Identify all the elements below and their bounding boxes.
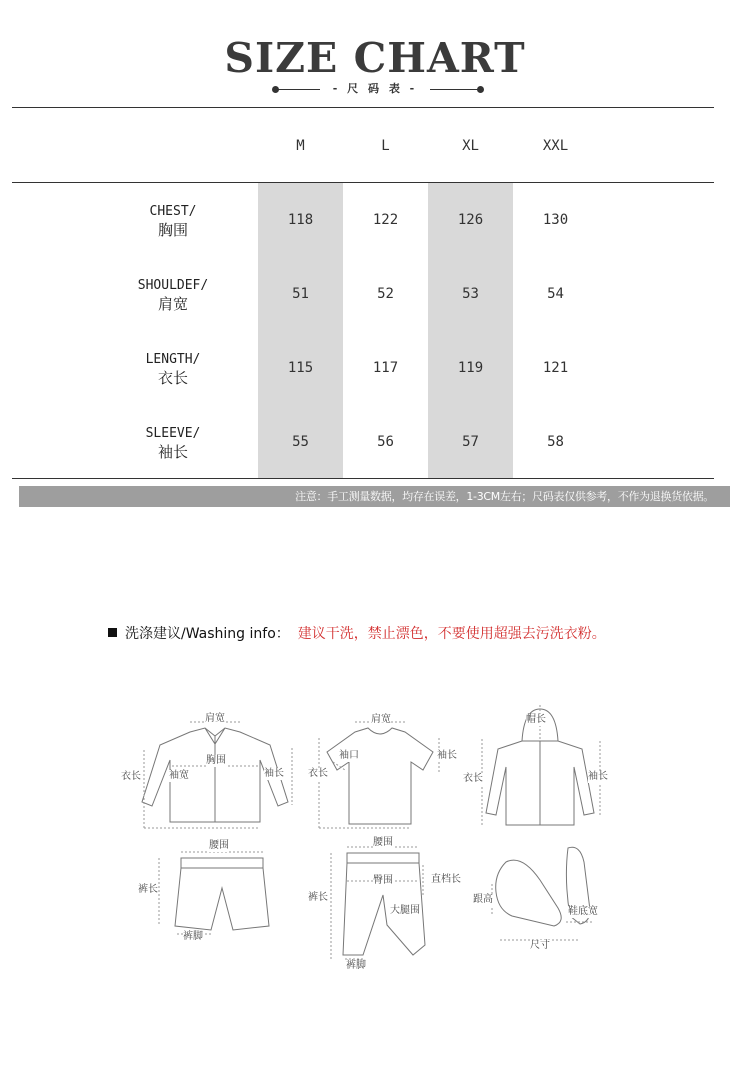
table-cell: 115 bbox=[287, 360, 314, 376]
shirt-shoulder-label: 肩宽 bbox=[205, 713, 225, 724]
column-header-xxl: XXL bbox=[542, 138, 569, 154]
table-cell: 119 bbox=[457, 360, 484, 376]
table-cell: 53 bbox=[462, 286, 479, 302]
shirt-chest-label: 胸围 bbox=[206, 755, 226, 766]
shoe-width-label: 鞋底宽 bbox=[568, 906, 598, 917]
pants-length-label: 裤长 bbox=[308, 892, 328, 903]
row-label-sleeve bbox=[103, 425, 243, 461]
row-label-en: SLEEVE/ bbox=[145, 426, 201, 441]
shirt-sleeve-width-label: 袖宽 bbox=[169, 770, 189, 781]
right-rule bbox=[430, 89, 478, 90]
tshirt-sleeve-label: 袖长 bbox=[437, 750, 457, 761]
shoe-size-label: 尺寸 bbox=[530, 940, 550, 951]
measurement-note: 注意：手工测量数据，均存在误差，1-3CM左右；尺码表仅供参考，不作为退换货依据。 bbox=[19, 486, 730, 507]
hoodie-diagram bbox=[462, 703, 622, 833]
washing-label: 洗涤建议/Washing info： bbox=[125, 626, 290, 642]
row-label-en: LENGTH/ bbox=[145, 352, 201, 367]
table-cell: 52 bbox=[377, 286, 394, 302]
pants-hip-label: 臀围 bbox=[373, 875, 393, 886]
tshirt-shoulder-label: 肩宽 bbox=[371, 714, 391, 725]
row-label-cn: 袖长 bbox=[157, 443, 188, 461]
row-label-chest bbox=[103, 203, 243, 239]
table-cell: 121 bbox=[542, 360, 569, 376]
shorts-diagram bbox=[135, 838, 290, 948]
row-label-cn: 衣长 bbox=[157, 369, 188, 387]
table-cell: 56 bbox=[377, 434, 394, 450]
pants-waist-label: 腰围 bbox=[373, 837, 393, 848]
table-bottom-rule bbox=[12, 478, 714, 479]
shoe-diagram bbox=[470, 840, 620, 955]
page-title: SIZE CHART bbox=[224, 34, 526, 82]
column-header-m: M bbox=[296, 138, 305, 154]
pants-rise-label: 直档长 bbox=[431, 874, 461, 885]
right-dot bbox=[477, 86, 484, 93]
pants-diagram bbox=[305, 835, 470, 975]
page-subtitle: - 尺 码 表 - bbox=[332, 82, 418, 95]
washing-text: 建议干洗，禁止漂色，不要使用超强去污洗衣粉。 bbox=[297, 626, 606, 642]
table-cell: 58 bbox=[547, 434, 564, 450]
column-header-xl: XL bbox=[462, 138, 479, 154]
table-cell: 54 bbox=[547, 286, 564, 302]
row-label-shoulder bbox=[103, 277, 243, 313]
table-header-rule bbox=[12, 182, 714, 183]
washing-info bbox=[108, 623, 606, 643]
table-cell: 118 bbox=[287, 212, 314, 228]
subtitle-row bbox=[0, 80, 750, 100]
row-label-cn: 肩宽 bbox=[157, 295, 188, 313]
table-cell: 55 bbox=[292, 434, 309, 450]
hoodie-length-label: 衣长 bbox=[463, 773, 483, 784]
pants-outline-icon bbox=[305, 835, 470, 975]
shorts-hem-label: 裤脚 bbox=[183, 931, 203, 942]
tshirt-length-label: 衣长 bbox=[308, 768, 328, 779]
row-label-en: SHOULDEF/ bbox=[137, 278, 209, 293]
row-label-en: CHEST/ bbox=[149, 204, 197, 219]
bullet-square-icon bbox=[108, 628, 117, 637]
shorts-waist-label: 腰围 bbox=[209, 840, 229, 851]
tshirt-diagram bbox=[305, 712, 465, 832]
tshirt-outline-icon bbox=[305, 712, 465, 832]
table-cell: 51 bbox=[292, 286, 309, 302]
pants-hem-label: 裤脚 bbox=[346, 960, 366, 971]
hoodie-hood-label: 帽长 bbox=[526, 714, 546, 725]
pants-thigh-label: 大腿围 bbox=[390, 905, 420, 916]
shirt-diagram bbox=[120, 710, 310, 835]
table-cell: 122 bbox=[372, 212, 399, 228]
table-cell: 126 bbox=[457, 212, 484, 228]
shirt-length-label: 衣长 bbox=[121, 771, 141, 782]
shoe-heel-label: 跟高 bbox=[473, 894, 493, 905]
table-top-rule bbox=[12, 107, 714, 108]
table-cell: 130 bbox=[542, 212, 569, 228]
table-cell: 57 bbox=[462, 434, 479, 450]
shirt-sleeve-label: 袖长 bbox=[264, 768, 284, 779]
hoodie-sleeve-label: 袖长 bbox=[588, 771, 608, 782]
row-label-cn: 胸围 bbox=[157, 221, 188, 239]
tshirt-cuff-label: 袖口 bbox=[339, 750, 359, 761]
column-header-l: L bbox=[381, 138, 390, 154]
row-label-length bbox=[103, 351, 243, 387]
shorts-outline-icon bbox=[135, 838, 290, 948]
shorts-length-label: 裤长 bbox=[138, 884, 158, 895]
table-cell: 117 bbox=[372, 360, 399, 376]
